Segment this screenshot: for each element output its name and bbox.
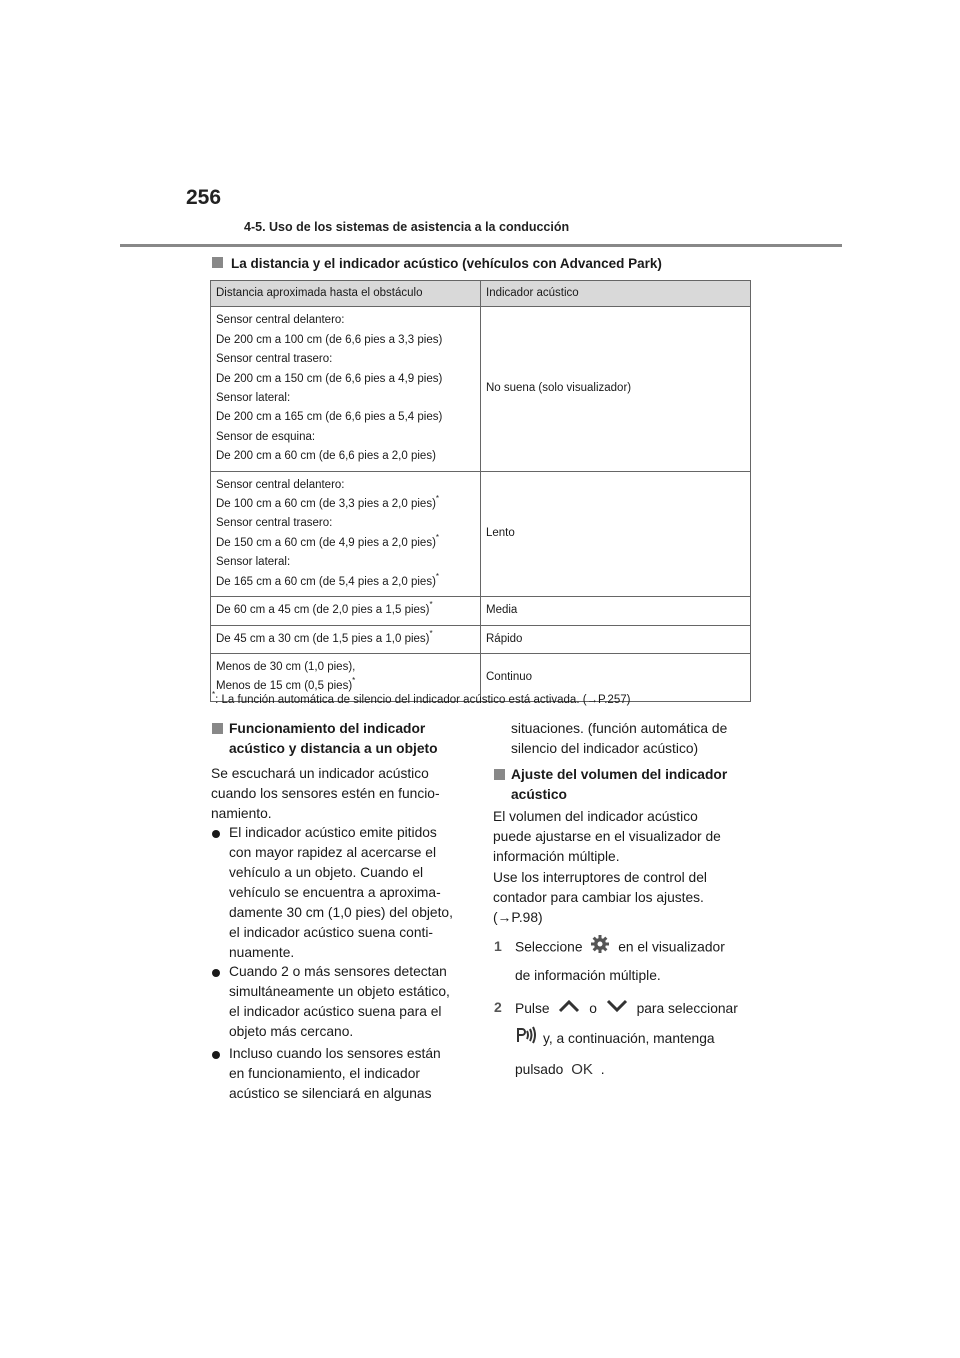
table-cell-distance: De 45 cm a 30 cm (de 1,5 pies a 1,0 pies)*	[211, 625, 481, 653]
buzzer-intro-paragraph: Se escuchará un indicador acústico cuando los sensores estén en funcio- namiento.	[211, 766, 440, 821]
bullet3-continuation: situaciones. (función automática de silencio del indicador acústico)	[511, 721, 728, 756]
ok-button-icon: OK	[571, 1061, 593, 1079]
table-row	[211, 625, 751, 653]
table-header-cell: Distancia aproximada hasta el obstáculo	[211, 281, 481, 307]
volume-adjust-heading: Ajuste del volumen del indicador acústico	[511, 765, 727, 805]
step-number: 2	[494, 999, 502, 1015]
bullet-dot-icon	[212, 1051, 220, 1059]
table-cell-buzzer: Rápido	[481, 625, 751, 653]
volume-paragraph: El volumen del indicador acústico puede ajustarse en el visualizador de información múltiple.	[493, 809, 721, 864]
step-number: 1	[494, 938, 502, 954]
list-item: Cuando 2 o más sensores detectan simultáneamente un objeto estático, el indicador acústico suena para el objeto más cercano.	[229, 962, 450, 1042]
chapter-title: 4-5. Uso de los sistemas de asistencia a la conducción	[244, 220, 570, 234]
table-cell-distance: Sensor central delantero: De 100 cm a 60 cm (de 3,3 pies a 2,0 pies)* Sensor central trasero: De 150 cm a 60 cm (de 4,9 pies a 2,0 pies)* Sensor lateral: De 165 cm a 60 cm (de 5,4 pies a 2,0 pies)*	[211, 471, 481, 596]
table-cell-buzzer: Lento	[481, 471, 751, 596]
header-rule	[120, 244, 842, 247]
gear-icon	[590, 934, 610, 962]
parking-sensor-icon	[515, 1025, 537, 1055]
section-title: La distancia y el indicador acústico (vehículos con Advanced Park)	[212, 256, 662, 271]
table-row	[211, 597, 751, 625]
table-cell-buzzer: No suena (solo visualizador)	[481, 307, 751, 471]
switches-paragraph: Use los interruptores de control del contador para cambiar los ajustes. (→P.98)	[493, 870, 707, 925]
table-cell-buzzer: Media	[481, 597, 751, 625]
square-bullet-icon	[212, 723, 223, 734]
table-cell-distance: Menos de 30 cm (1,0 pies), Menos de 15 cm (0,5 pies)*	[211, 653, 481, 701]
distance-table	[210, 280, 751, 702]
buzzer-operation-heading: Funcionamiento del indicador acústico y distancia a un objeto	[229, 719, 438, 759]
step-1: Seleccione en el visualizador de información múltiple.	[515, 934, 725, 988]
list-item: El indicador acústico emite pitidos con mayor rapidez al acercarse el vehículo a un objeto. Cuando el vehículo se encuentra a aproxima- damente 30 cm (1,0 pies) del objeto, el indicador acústico suena conti- nuamente.	[229, 823, 453, 963]
bullet-dot-icon	[212, 830, 220, 838]
table-cell-distance: Sensor central delantero: De 200 cm a 100 cm (de 6,6 pies a 3,3 pies) Sensor central trasero: De 200 cm a 150 cm (de 6,6 pies a 4,9 pies) Sensor lateral: De 200 cm a 165 cm (de 6,6 pies a 5,4 pies) Sensor de esquina: De 200 cm a 60 cm (de 6,6 pies a 2,0 pies)	[211, 307, 481, 471]
list-item: Incluso cuando los sensores están en funcionamiento, el indicador acústico se silenciará en algunas	[229, 1044, 441, 1104]
table-cell-distance: De 60 cm a 45 cm (de 2,0 pies a 1,5 pies)*	[211, 597, 481, 625]
page-number: 256	[186, 186, 222, 209]
table-header-row	[211, 281, 751, 307]
table-row	[211, 307, 751, 471]
table-row	[211, 471, 751, 596]
chevron-up-icon	[558, 994, 580, 1024]
table-cell-buzzer: Continuo	[481, 653, 751, 701]
table-footnote: *: La función automática de silencio del indicador acústico está activada. (→P.257)	[212, 690, 631, 706]
square-bullet-icon	[494, 769, 505, 780]
step-2: Pulse o para seleccionar y, a continuación, mantenga pulsado OK .	[515, 994, 738, 1085]
chevron-down-icon	[606, 994, 628, 1024]
square-bullet-icon	[212, 257, 223, 268]
table-header-cell: Indicador acústico	[481, 281, 751, 307]
bullet-dot-icon	[212, 969, 220, 977]
